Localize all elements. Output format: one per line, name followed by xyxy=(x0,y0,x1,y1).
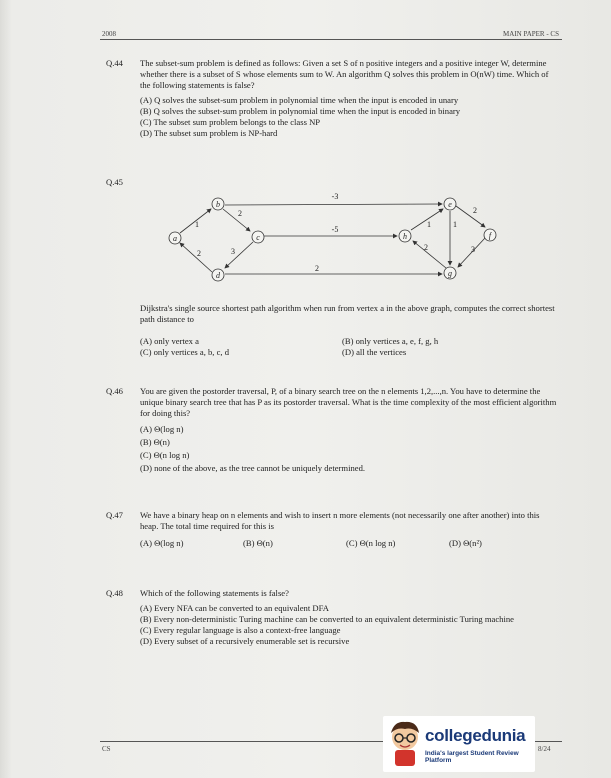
edge-weight: -5 xyxy=(331,225,339,234)
options xyxy=(140,95,558,139)
node-label: c xyxy=(256,233,260,242)
options xyxy=(140,538,558,549)
node-label: g xyxy=(448,269,452,278)
footer-page: 8/24 xyxy=(538,745,551,753)
edge-weight: 1 xyxy=(195,220,199,229)
node-label: h xyxy=(403,232,407,241)
edge-d-a xyxy=(180,243,212,272)
question-number: Q.48 xyxy=(106,588,123,598)
options xyxy=(140,336,558,358)
question-47 xyxy=(106,510,558,549)
edge-b-c xyxy=(223,209,250,231)
option-a: (A) Every NFA can be converted to an equivalent DFA xyxy=(140,603,329,613)
option-c: (C) Θ(n log n) xyxy=(140,450,190,460)
header-rule xyxy=(100,39,562,40)
edge-weight: 2 xyxy=(238,209,242,218)
options xyxy=(140,423,558,475)
edge-g-h xyxy=(413,241,446,268)
option-a: (A) only vertex a xyxy=(140,336,199,346)
question-text: Which of the following statements is false? xyxy=(140,588,289,598)
node-label: b xyxy=(216,200,220,209)
question-number: Q.47 xyxy=(106,510,123,520)
node-label: d xyxy=(216,271,220,280)
option-d: (D) The subset sum problem is NP-hard xyxy=(140,128,278,138)
edge-c-d xyxy=(225,242,253,268)
brand-name: collegedunia xyxy=(425,726,526,745)
header-year: 2008 xyxy=(102,30,116,38)
question-48 xyxy=(106,588,558,647)
header-paper: MAIN PAPER - CS xyxy=(503,30,559,38)
option-a: (A) Θ(log n) xyxy=(140,538,184,548)
edge-weight: 2 xyxy=(315,264,319,273)
node-label: f xyxy=(488,231,492,240)
graph-edges xyxy=(180,204,485,274)
option-a: (A) Q solves the subset-sum problem in polynomial time when the input is encoded in unary xyxy=(140,95,459,105)
option-c: (C) The subset sum problem belongs to the class NP xyxy=(140,117,321,127)
node-label: e xyxy=(448,200,452,209)
question-number: Q.46 xyxy=(106,386,123,396)
edge-weight: 1 xyxy=(427,220,431,229)
edge-weight: 3 xyxy=(231,247,235,256)
edge-weight: 2 xyxy=(197,249,201,258)
question-44 xyxy=(106,58,558,139)
edge-weight: -3 xyxy=(331,193,339,201)
edge-weight: 2 xyxy=(473,206,477,215)
question-text: You are given the postorder traversal, P, of a binary search tree on the n elements 1,2,...,n. You have to determine the unique binary search tree that has P as its postorder traversal. What is the time complexity of the most efficient algorithm for doing this? xyxy=(140,386,557,418)
option-d: (D) Every subset of a recursively enumerable set is recursive xyxy=(140,636,350,646)
option-c: (C) Every regular language is also a context-free language xyxy=(140,625,341,635)
footer-left: CS xyxy=(102,745,111,753)
question-number: Q.45 xyxy=(106,177,123,187)
option-d: (D) none of the above, as the tree cannot be uniquely determined. xyxy=(140,463,366,473)
edge-weight: 2 xyxy=(424,243,428,252)
options xyxy=(140,603,558,647)
option-b: (B) Θ(n) xyxy=(243,538,273,548)
edge-weight: 3 xyxy=(471,245,475,254)
option-c: (C) only vertices a, b, c, d xyxy=(140,347,230,357)
option-b: (B) Θ(n) xyxy=(140,437,170,447)
edge-e-f xyxy=(456,206,485,227)
collegedunia-watermark xyxy=(383,716,535,772)
edge-weight: 1 xyxy=(453,220,457,229)
option-b: (B) Every non-deterministic Turing machine can be converted to an equivalent deterministic Turing machine xyxy=(140,614,514,624)
weighted-directed-graph xyxy=(165,193,505,293)
question-45-text xyxy=(106,303,558,358)
option-d: (D) all the vertices xyxy=(342,347,407,357)
brand-tagline: India's largest Student Review Platform xyxy=(425,750,519,764)
node-label: a xyxy=(173,234,177,243)
option-d: (D) Θ(n²) xyxy=(449,538,482,548)
option-b: (B) Q solves the subset-sum problem in polynomial time when the input is encoded in binary xyxy=(140,106,461,116)
option-a: (A) Θ(log n) xyxy=(140,424,184,434)
question-number: Q.44 xyxy=(106,58,123,68)
mascot-icon xyxy=(386,719,424,769)
edge-b-e xyxy=(225,204,442,205)
question-46 xyxy=(106,386,558,475)
question-text: The subset-sum problem is defined as follows: Given a set S of n positive integers and a positive integer W, determine whether there is a subset of S whose elements sum to W. An algorithm Q solves this problem in O(nW) time. Which of the following statements is false? xyxy=(140,58,549,90)
question-text: We have a binary heap on n elements and wish to insert n more elements (not necessarily one after another) into this heap. The total time required for this is xyxy=(140,510,540,531)
question-text: Dijkstra's single source shortest path algorithm when run from vertex a in the above graph, computes the correct shortest path distance to xyxy=(140,303,555,324)
option-c: (C) Θ(n log n) xyxy=(346,538,396,548)
option-b: (B) only vertices a, e, f, g, h xyxy=(342,336,439,346)
